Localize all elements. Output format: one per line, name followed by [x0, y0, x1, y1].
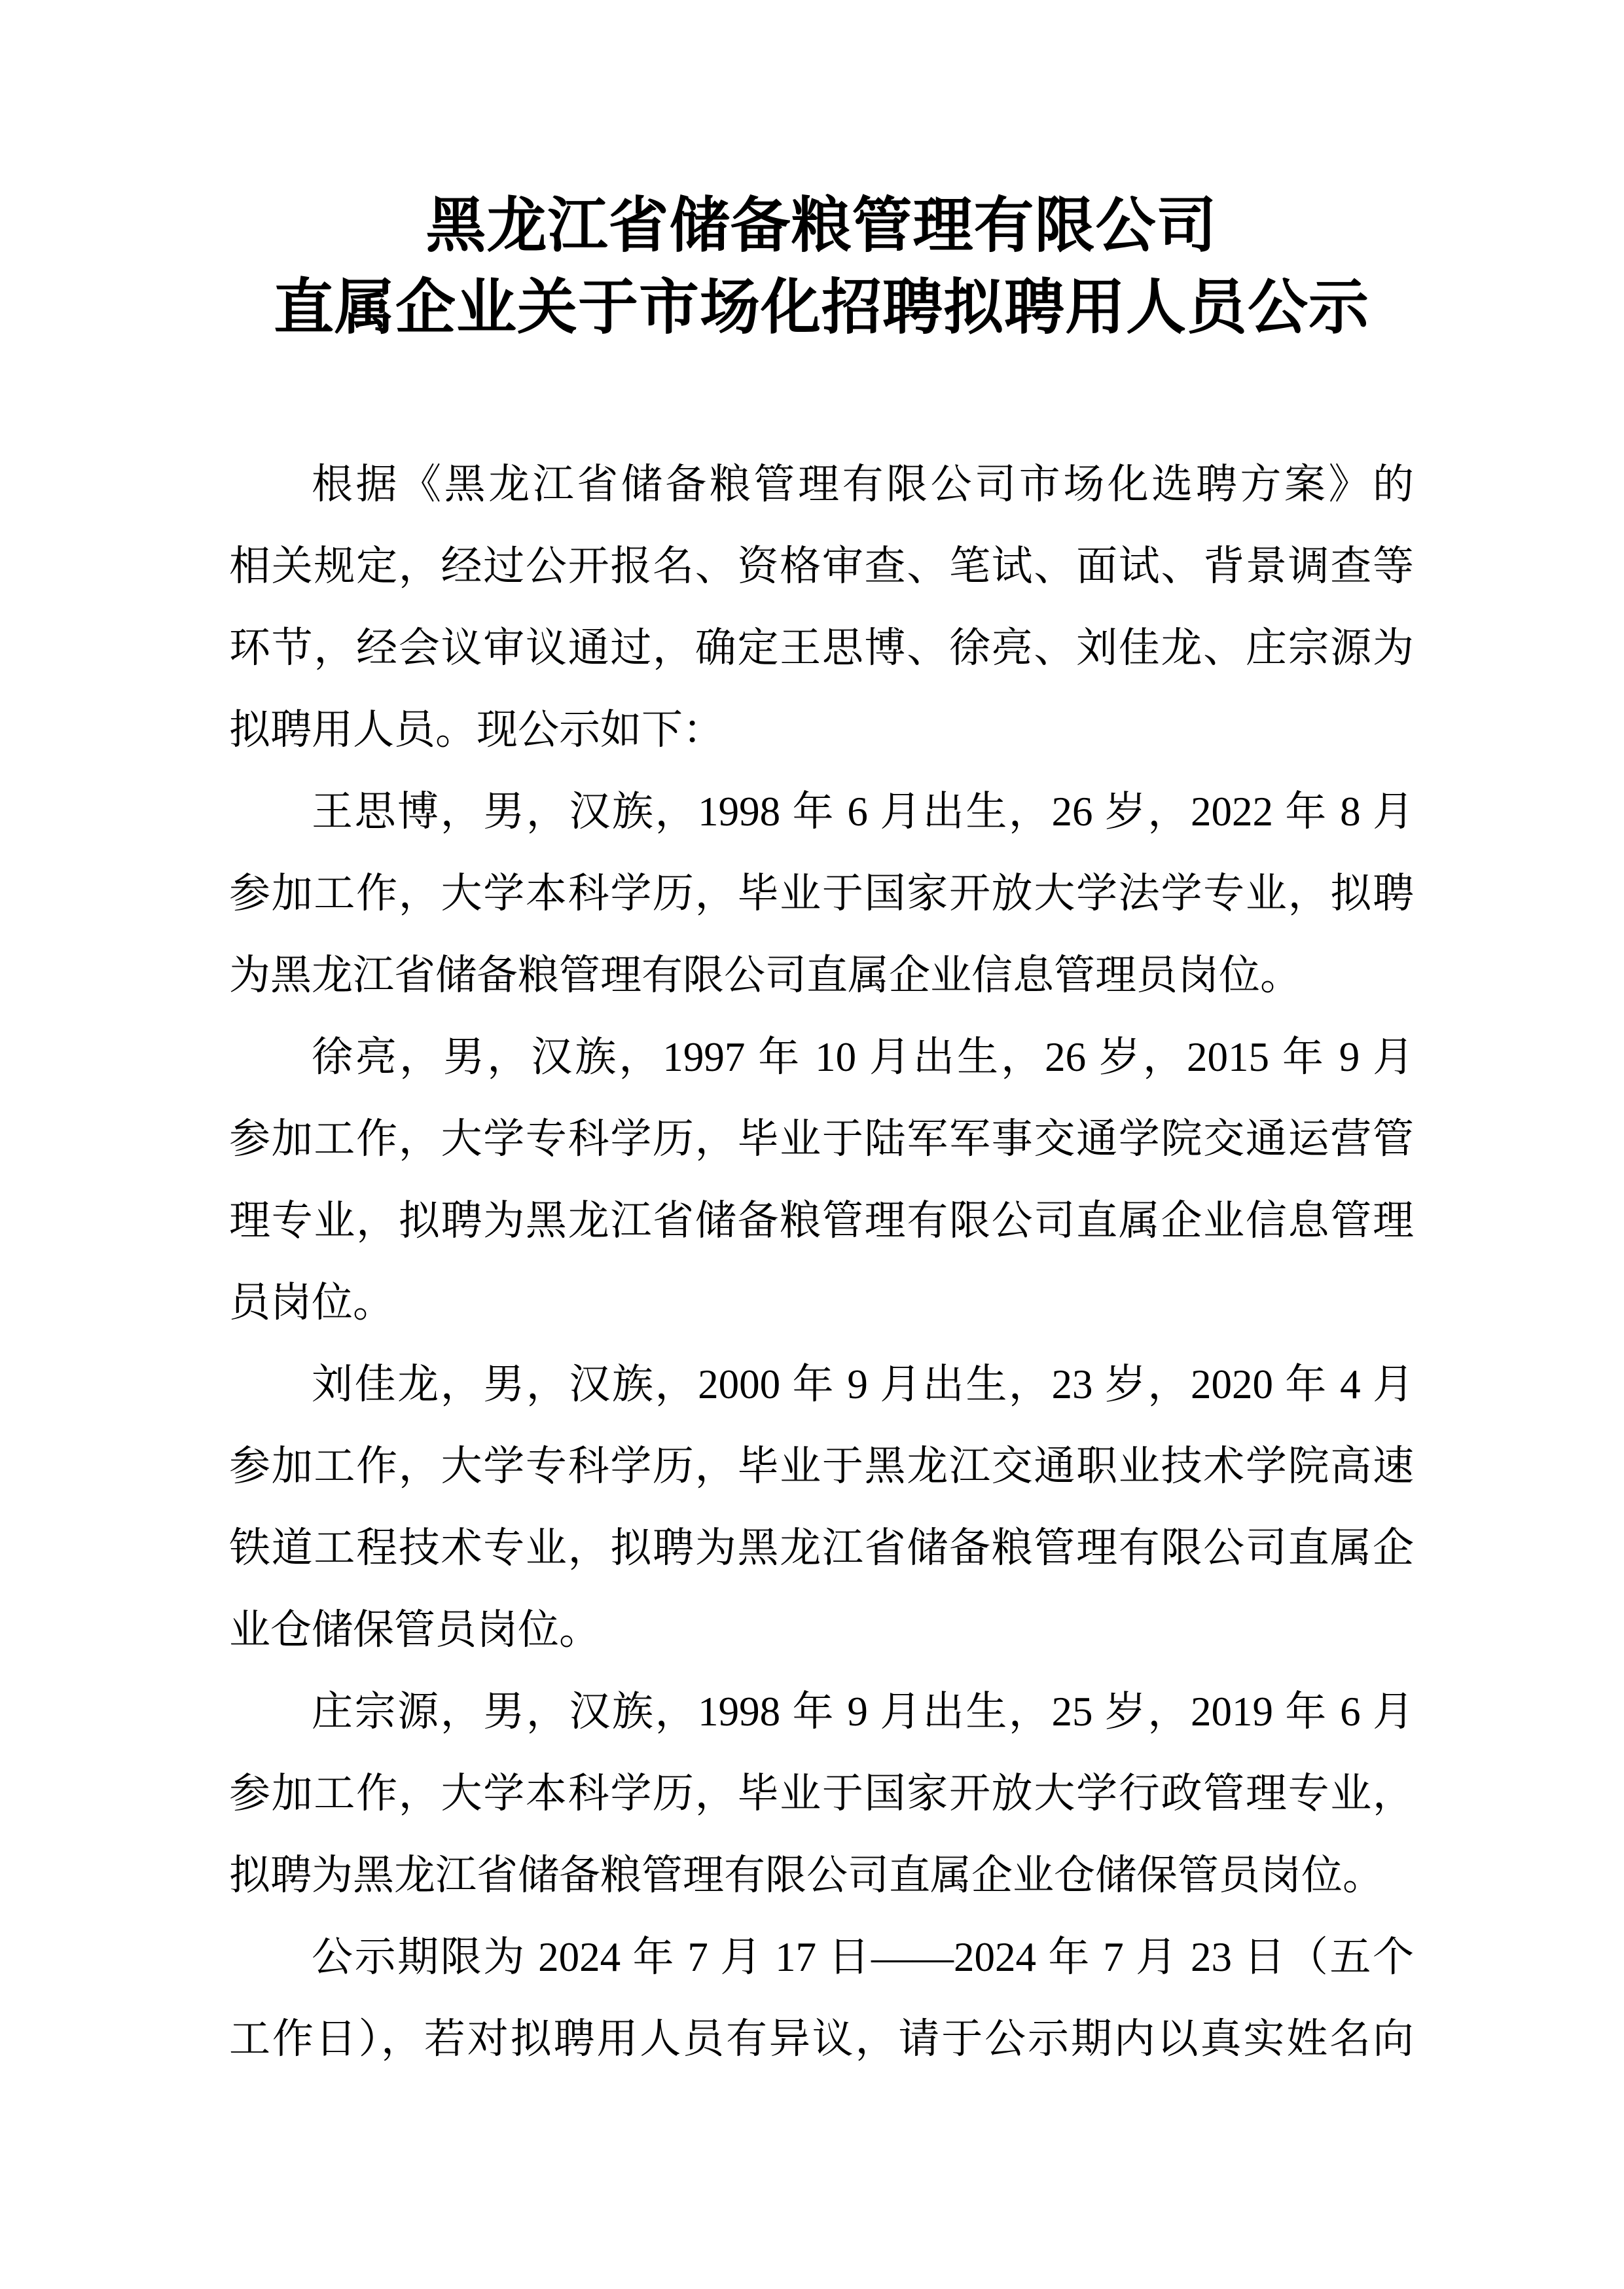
body-line-09: 参加工作，大学专科学历，毕业于陆军军事交通学院交通运营管	[229, 1116, 1414, 1162]
body-line-20: 工作日），若对拟聘用人员有异议，请于公示期内以真实姓名向	[229, 2016, 1414, 2062]
body-line-10: 理专业，拟聘为黑龙江省储备粮管理有限公司直属企业信息管理	[229, 1198, 1414, 1244]
body-line-01: 根据《黑龙江省储备粮管理有限公司市场化选聘方案》的	[312, 461, 1414, 507]
body-line-13: 参加工作，大学专科学历，毕业于黑龙江交通职业技术学院高速	[229, 1443, 1414, 1489]
body-line-06: 参加工作，大学本科学历，毕业于国家开放大学法学专业，拟聘	[229, 871, 1414, 916]
body-line-07: 为黑龙江省储备粮管理有限公司直属企业信息管理员岗位。	[229, 952, 1301, 998]
body-line-17: 参加工作，大学本科学历，毕业于国家开放大学行政管理专业，	[229, 1771, 1414, 1816]
document-title	[229, 185, 1414, 349]
body-line-08: 徐亮，男，汉族，1997 年 10 月出生，26 岁，2015 年 9 月	[312, 1034, 1414, 1080]
body-line-05: 王思博，男，汉族，1998 年 6 月出生，26 岁，2022 年 8 月	[312, 789, 1414, 835]
body-line-18: 拟聘为黑龙江省储备粮管理有限公司直属企业仓储保管员岗位。	[229, 1852, 1384, 1898]
body-line-15: 业仓储保管员岗位。	[229, 1607, 600, 1653]
title-line-1: 黑龙江省储备粮管理有限公司	[425, 192, 1218, 259]
body-line-14: 铁道工程技术专业，拟聘为黑龙江省储备粮管理有限公司直属企	[229, 1525, 1414, 1571]
body-line-19: 公示期限为 2024 年 7 月 17 日——2024 年 7 月 23 日（五个	[312, 1934, 1414, 1980]
body-line-11: 员岗位。	[229, 1280, 394, 1325]
body-line-12: 刘佳龙，男，汉族，2000 年 9 月出生，23 岁，2020 年 4 月	[312, 1361, 1414, 1407]
body-line-16: 庄宗源，男，汉族，1998 年 9 月出生，25 岁，2019 年 6 月	[312, 1689, 1414, 1735]
title-line-2: 直属企业关于市场化招聘拟聘用人员公示	[273, 274, 1369, 341]
body-line-03: 环节，经会议审议通过，确定王思博、徐亮、刘佳龙、庄宗源为	[229, 625, 1414, 671]
body-line-02: 相关规定，经过公开报名、资格审查、笔试、面试、背景调查等	[229, 543, 1414, 589]
body-line-04: 拟聘用人员。现公示如下：	[229, 707, 724, 753]
document-body	[229, 444, 1414, 2080]
